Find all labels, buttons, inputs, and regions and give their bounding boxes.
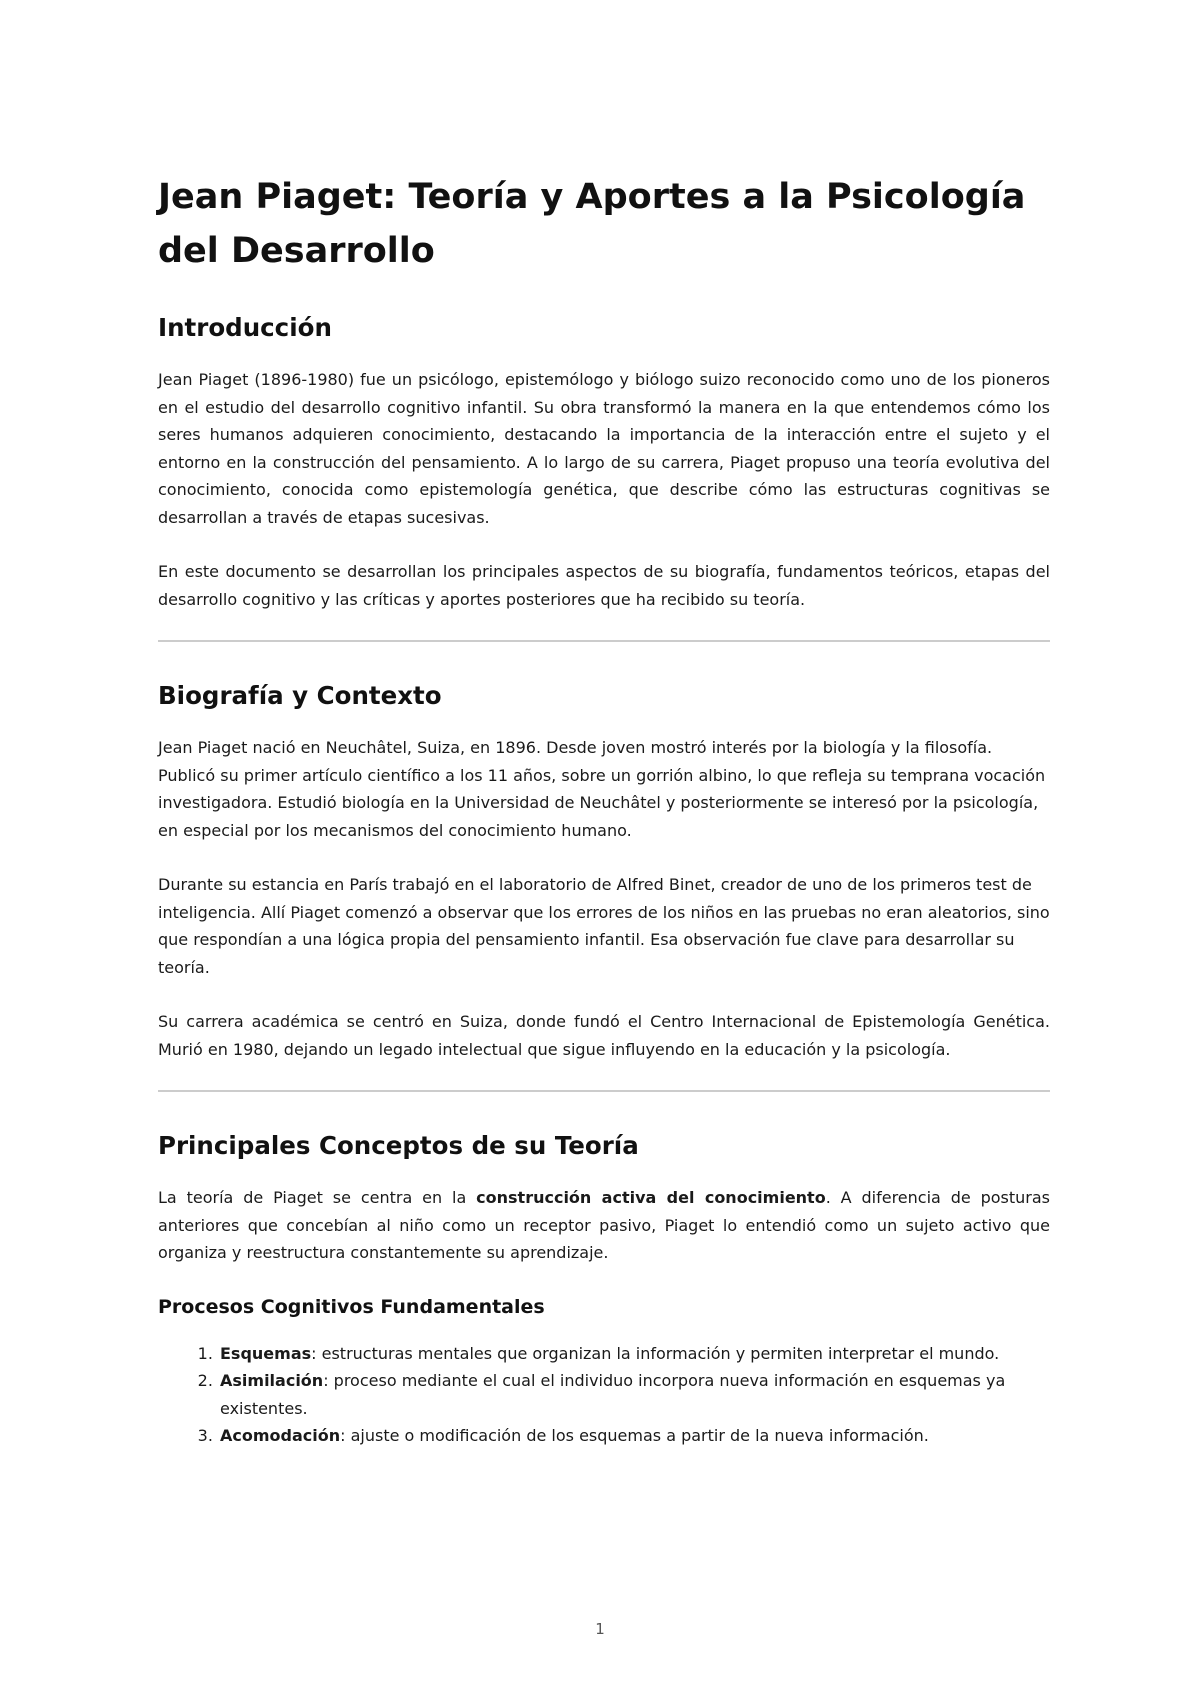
concepts-paragraph-1 (158, 1184, 1050, 1267)
list-item (218, 1340, 1050, 1368)
section-introduccion (158, 312, 1050, 613)
list-item-text: : estructuras mentales que organizan la información y permiten interpretar el mundo. (311, 1343, 1000, 1363)
intro-paragraph-1: Jean Piaget (1896-1980) fue un psicólogo, epistemólogo y biólogo suizo reconocido como uno de los pioneros en el estudio del desarrollo cognitivo infantil. Su obra transformó la manera en la que entendemos cómo los seres humanos adquieren conocimiento, destacando la importancia de la interacción entre el sujeto y el entorno en la construcción del pensamiento. A lo largo de su carrera, Piaget propuso una teoría evolutiva del conocimiento, conocida como epistemología genética, que describe cómo las estructuras cognitivas se desarrollan a través de etapas sucesivas. (158, 370, 1050, 527)
section-conceptos (158, 1130, 1050, 1450)
bio-paragraph-1: Jean Piaget nació en Neuchâtel, Suiza, en 1896. Desde joven mostró interés por la biología y la filosofía. Publicó su primer artículo científico a los 11 años, sobre un gorrión albino, lo que refleja su temprana vocación investigadora. Estudió biología en la Universidad de Neuchâtel y posteriormente se interesó por la psicología, en especial por los mecanismos del conocimiento humano. (158, 738, 1046, 840)
section-divider (158, 640, 1050, 642)
list-item-term: Esquemas (220, 1343, 312, 1363)
document-title: Jean Piaget: Teoría y Aportes a la Psicología del Desarrollo (158, 177, 1026, 271)
section-biografia (158, 680, 1050, 1063)
concepts-text-after: . A diferencia de posturas anteriores que concebían al niño como un receptor pasivo, Piaget lo entendió como un sujeto activo que organiza y reestructura constantemente su aprendizaje. (158, 1188, 1050, 1262)
concepts-text-before: La teoría de Piaget se centra en la (158, 1188, 477, 1207)
heading-conceptos: Principales Conceptos de su Teoría (158, 1131, 639, 1160)
bio-paragraph-3: Su carrera académica se centró en Suiza, donde fundó el Centro Internacional de Epistemología Genética. Murió en 1980, dejando un legado intelectual que sigue influyendo en la educación y la psicología. (158, 1012, 1050, 1059)
processes-list (158, 1340, 1050, 1450)
section-divider (158, 1090, 1050, 1092)
list-item-term: Acomodación (220, 1426, 341, 1445)
heading-introduccion: Introducción (158, 313, 332, 342)
subheading-procesos: Procesos Cognitivos Fundamentales (158, 1295, 545, 1318)
list-item (218, 1367, 1050, 1422)
list-item-term: Asimilación (220, 1371, 324, 1390)
concepts-bold-phrase: construcción activa del conocimiento (476, 1188, 826, 1207)
heading-biografia: Biografía y Contexto (158, 681, 442, 710)
list-item-text: : proceso mediante el cual el individuo incorpora nueva información en esquemas ya existentes. (220, 1371, 1006, 1418)
bio-paragraph-2: Durante su estancia en París trabajó en el laboratorio de Alfred Binet, creador de uno de los primeros test de inteligencia. Allí Piaget comenzó a observar que los errores de los niños en las pruebas no eran aleatorios, sino que respondían a una lógica propia del pensamiento infantil. Esa observación fue clave para desarrollar su teoría. (158, 875, 1050, 977)
intro-paragraph-2: En este documento se desarrollan los principales aspectos de su biografía, fundamentos teóricos, etapas del desarrollo cognitivo y las críticas y aportes posteriores que ha recibido su teoría. (158, 562, 1050, 609)
list-item-text: : ajuste o modificación de los esquemas a partir de la nueva información. (340, 1426, 929, 1445)
page-number: 1 (595, 1620, 605, 1638)
list-item (218, 1422, 1050, 1450)
